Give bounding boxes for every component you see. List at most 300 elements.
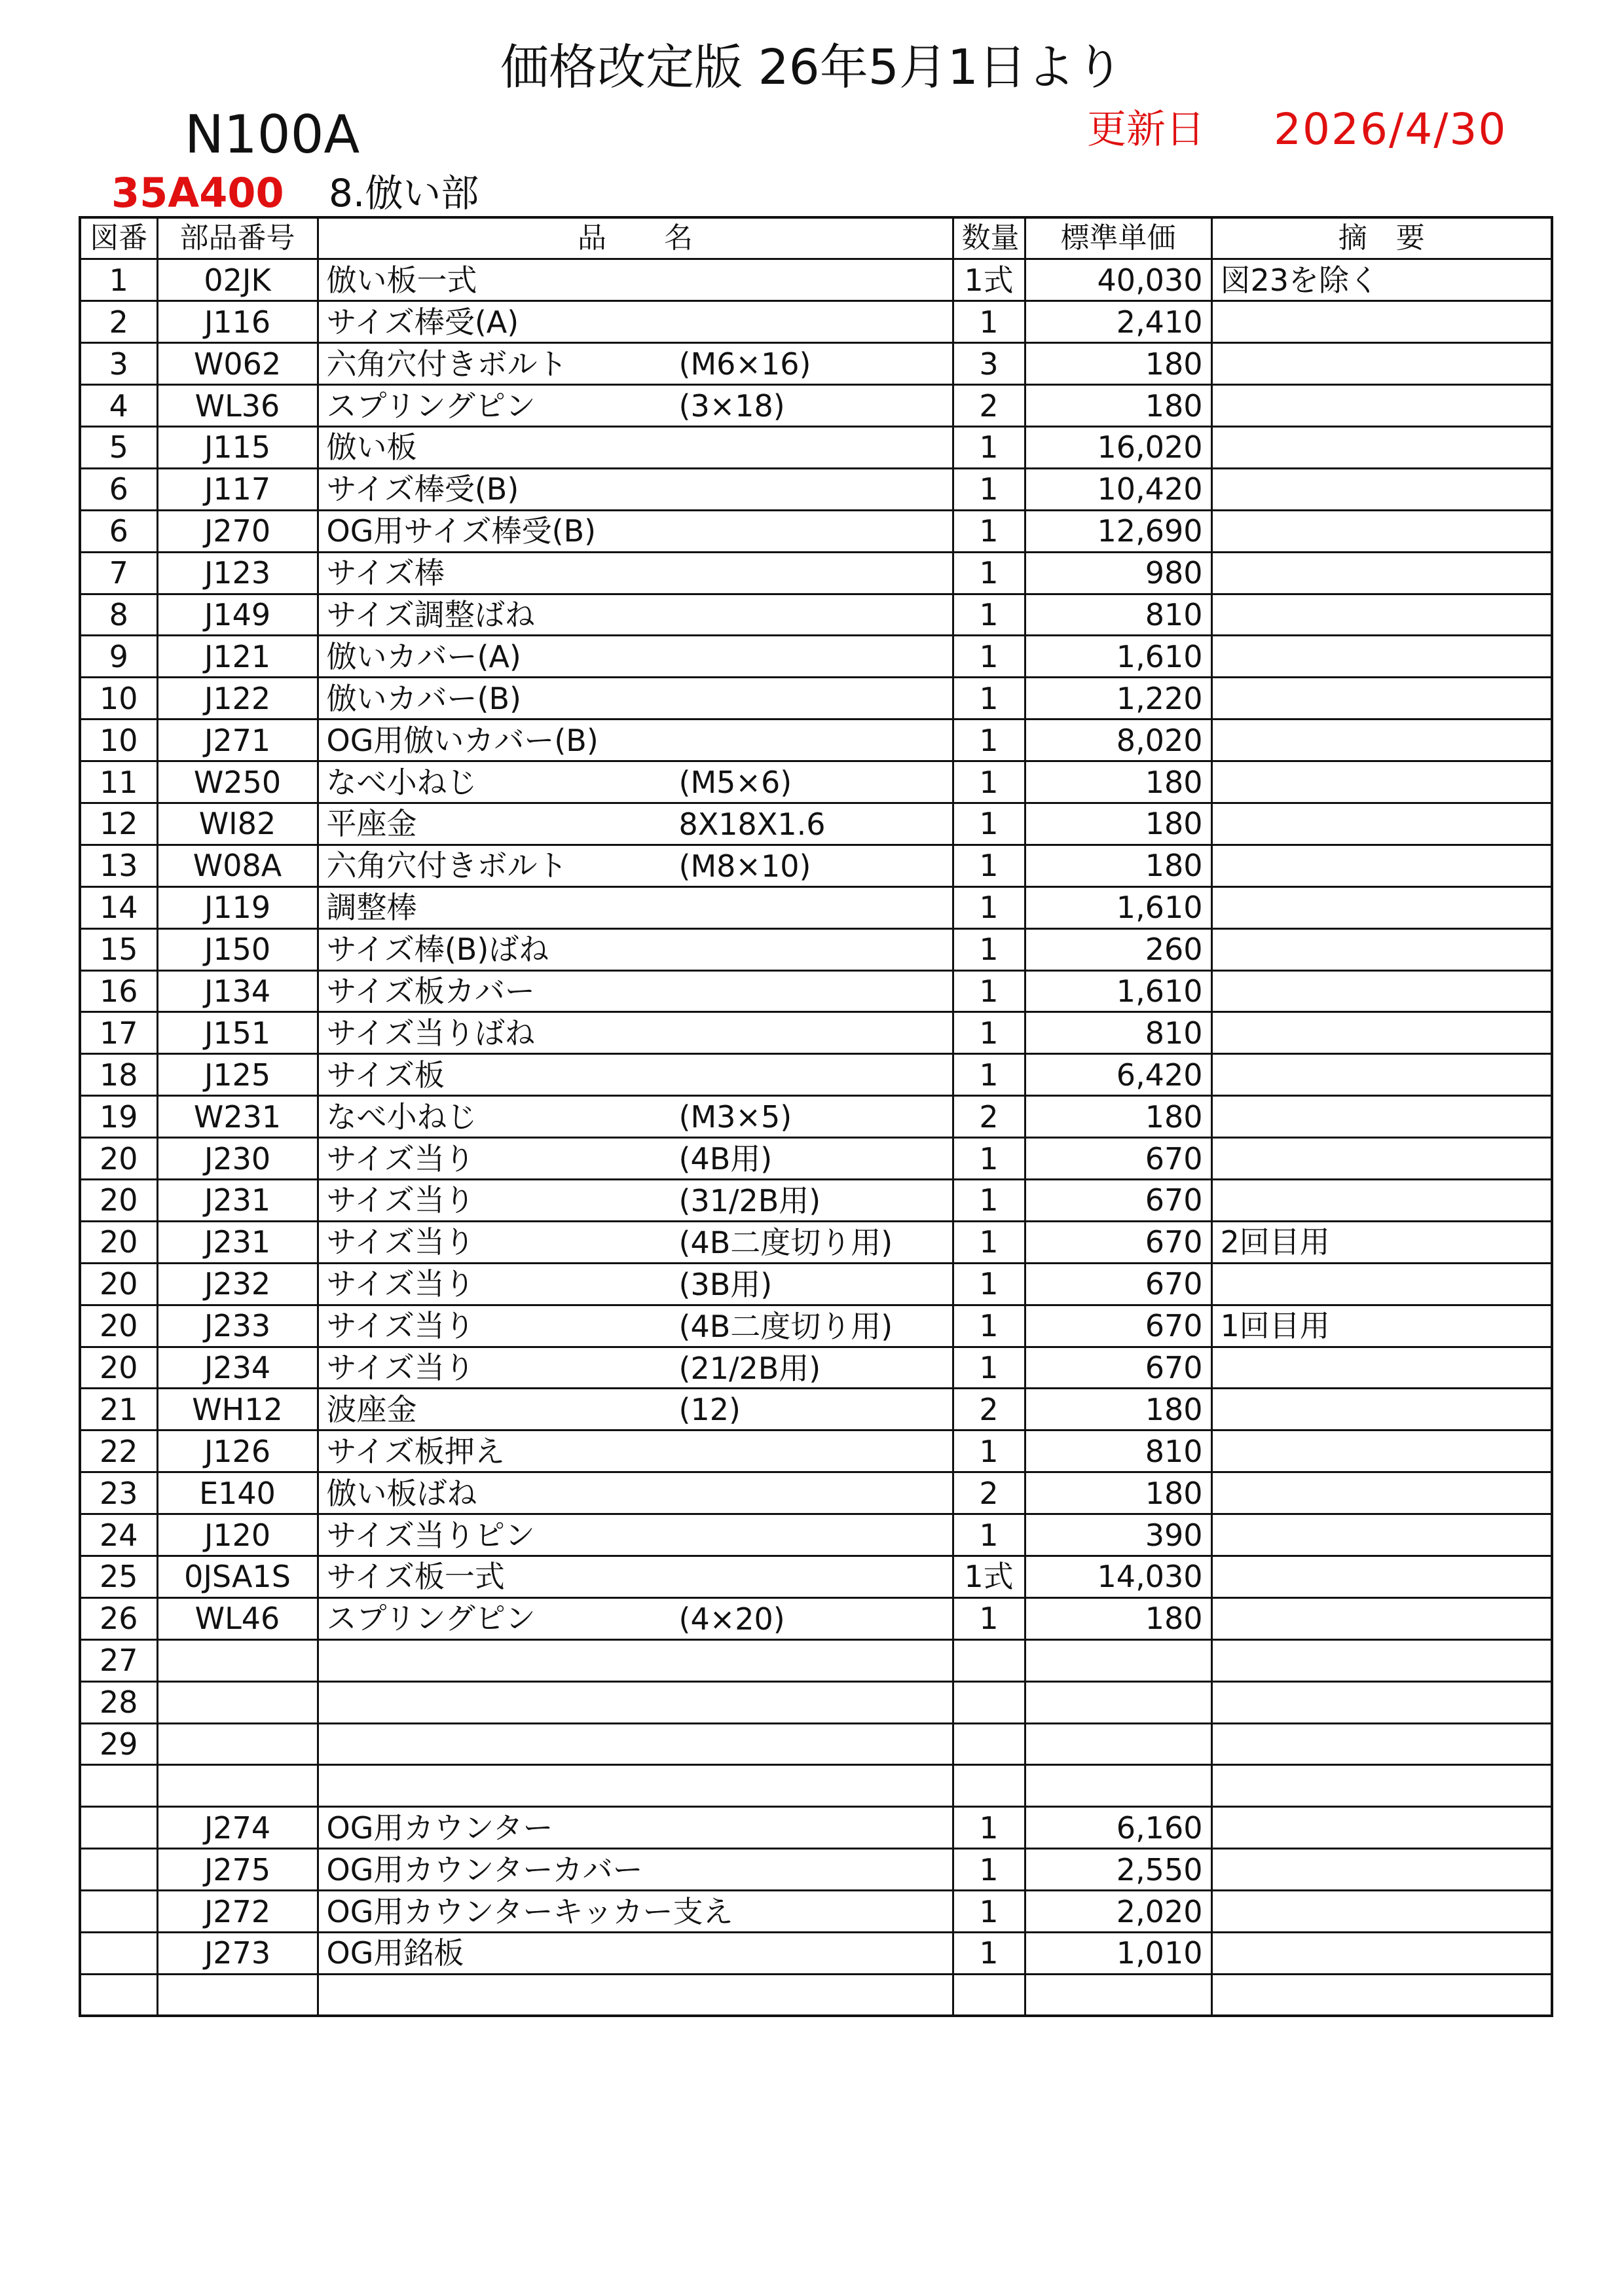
cell-remarks: [1211, 1765, 1552, 1807]
table-row: [80, 1849, 1552, 1891]
section-code: 35A400: [111, 169, 284, 217]
table-row: [80, 343, 1552, 385]
table-row: [80, 1639, 1552, 1681]
cell-unit-price: [1025, 1974, 1211, 2016]
parts-price-table: [79, 216, 1553, 2017]
item-spec: (12): [678, 1392, 741, 1428]
table-row: [80, 301, 1552, 343]
item-name: なべ小ねじ: [326, 1099, 477, 1135]
cell-unit-price: 40,030: [1025, 259, 1211, 301]
item-name: サイズ棒: [326, 555, 445, 591]
table-row: [80, 1389, 1552, 1430]
cell-remarks: [1211, 1807, 1552, 1849]
column-header-remarks: 摘 要: [1211, 217, 1552, 259]
cell-quantity: 3: [953, 343, 1025, 385]
table-row: [80, 468, 1552, 510]
cell-quantity: 1: [953, 1347, 1025, 1389]
cell-fig-no: 4: [80, 385, 157, 427]
cell-unit-price: 2,020: [1025, 1891, 1211, 1933]
cell-unit-price: [1025, 1723, 1211, 1765]
cell-item-name: [318, 1891, 953, 1933]
cell-part-no: J119: [157, 886, 318, 928]
cell-unit-price: 670: [1025, 1138, 1211, 1180]
cell-part-no: WL36: [157, 385, 318, 427]
cell-item-name: [318, 1305, 953, 1347]
cell-unit-price: 2,550: [1025, 1849, 1211, 1891]
item-spec: 8X18X1.6: [678, 806, 826, 842]
item-spec: (4B二度切り用): [678, 1308, 893, 1344]
cell-fig-no: 20: [80, 1263, 157, 1305]
cell-part-no: [157, 1974, 318, 2016]
table-row: [80, 928, 1552, 970]
cell-unit-price: 810: [1025, 1430, 1211, 1472]
cell-unit-price: 8,020: [1025, 720, 1211, 761]
cell-unit-price: 810: [1025, 1012, 1211, 1054]
cell-quantity: 1: [953, 301, 1025, 343]
cell-remarks: [1211, 343, 1552, 385]
cell-quantity: 1: [953, 594, 1025, 636]
cell-quantity: 1: [953, 1179, 1025, 1221]
item-name: 倣い板一式: [326, 262, 477, 298]
cell-part-no: J230: [157, 1138, 318, 1180]
cell-unit-price: 180: [1025, 845, 1211, 886]
cell-item-name: [318, 761, 953, 803]
cell-remarks: [1211, 1556, 1552, 1598]
table-header-row: [80, 217, 1552, 259]
cell-quantity: 1: [953, 803, 1025, 845]
cell-quantity: 1: [953, 845, 1025, 886]
cell-unit-price: 980: [1025, 552, 1211, 594]
cell-remarks: [1211, 1012, 1552, 1054]
cell-part-no: 0JSA1S: [157, 1556, 318, 1598]
cell-remarks: [1211, 678, 1552, 720]
cell-remarks: [1211, 845, 1552, 886]
column-header-fig-no: 図番: [80, 217, 157, 259]
cell-unit-price: 1,010: [1025, 1933, 1211, 1975]
item-name: OG用銘板: [326, 1935, 464, 1971]
cell-quantity: 1: [953, 1305, 1025, 1347]
cell-fig-no: 20: [80, 1305, 157, 1347]
cell-part-no: J231: [157, 1221, 318, 1263]
column-header-quantity: 数量: [953, 217, 1025, 259]
cell-item-name: [318, 259, 953, 301]
cell-quantity: 2: [953, 1096, 1025, 1138]
table-row: [80, 1974, 1552, 2016]
item-name: 波座金: [326, 1391, 417, 1427]
cell-fig-no: 28: [80, 1681, 157, 1723]
cell-item-name: [318, 1472, 953, 1514]
cell-part-no: J232: [157, 1263, 318, 1305]
table-row: [80, 1514, 1552, 1556]
cell-unit-price: 180: [1025, 1096, 1211, 1138]
cell-fig-no: 29: [80, 1723, 157, 1765]
table-row: [80, 678, 1552, 720]
table-row: [80, 1179, 1552, 1221]
item-name: サイズ板一式: [326, 1559, 505, 1595]
cell-part-no: [157, 1723, 318, 1765]
cell-quantity: 1: [953, 928, 1025, 970]
cell-remarks: [1211, 1974, 1552, 2016]
cell-remarks: [1211, 928, 1552, 970]
item-spec: (3B用): [678, 1266, 773, 1302]
cell-quantity: 1: [953, 1430, 1025, 1472]
cell-fig-no: 11: [80, 761, 157, 803]
item-name: スプリングピン: [326, 1601, 536, 1637]
table-row: [80, 1138, 1552, 1180]
cell-fig-no: 10: [80, 720, 157, 761]
table-row: [80, 1891, 1552, 1933]
cell-part-no: J126: [157, 1430, 318, 1472]
table-row: [80, 385, 1552, 427]
cell-fig-no: [80, 1849, 157, 1891]
table-row: [80, 259, 1552, 301]
cell-item-name: [318, 468, 953, 510]
table-row: [80, 510, 1552, 552]
cell-unit-price: 1,220: [1025, 678, 1211, 720]
cell-remarks: [1211, 761, 1552, 803]
cell-item-name: [318, 886, 953, 928]
cell-item-name: [318, 970, 953, 1012]
table-row: [80, 1430, 1552, 1472]
cell-quantity: 1: [953, 1138, 1025, 1180]
cell-item-name: [318, 1597, 953, 1639]
cell-part-no: J151: [157, 1012, 318, 1054]
cell-fig-no: 22: [80, 1430, 157, 1472]
cell-quantity: [953, 1723, 1025, 1765]
table-row: [80, 1054, 1552, 1096]
cell-item-name: [318, 1389, 953, 1430]
table-row: [80, 1807, 1552, 1849]
column-header-item-name: 品 名: [318, 217, 953, 259]
table-row: [80, 803, 1552, 845]
cell-remarks: [1211, 468, 1552, 510]
item-spec: (M3×5): [678, 1099, 792, 1135]
cell-remarks: [1211, 1263, 1552, 1305]
cell-remarks: [1211, 510, 1552, 552]
cell-part-no: J233: [157, 1305, 318, 1347]
table-row: [80, 970, 1552, 1012]
cell-fig-no: 2: [80, 301, 157, 343]
updated-date: 2026/4/30: [1274, 104, 1507, 155]
cell-fig-no: 15: [80, 928, 157, 970]
cell-quantity: 1: [953, 1263, 1025, 1305]
cell-fig-no: 14: [80, 886, 157, 928]
cell-unit-price: 2,410: [1025, 301, 1211, 343]
item-name: OG用カウンターキッカー支え: [326, 1893, 733, 1929]
item-name: サイズ調整ばね: [326, 596, 535, 632]
cell-unit-price: [1025, 1765, 1211, 1807]
cell-quantity: 1: [953, 1933, 1025, 1975]
cell-remarks: [1211, 1723, 1552, 1765]
cell-fig-no: 25: [80, 1556, 157, 1598]
item-name: サイズ板: [326, 1057, 445, 1093]
cell-remarks: 図23を除く: [1211, 259, 1552, 301]
cell-item-name: [318, 1221, 953, 1263]
cell-part-no: J121: [157, 636, 318, 678]
cell-fig-no: [80, 1807, 157, 1849]
cell-unit-price: 670: [1025, 1347, 1211, 1389]
cell-item-name: [318, 1430, 953, 1472]
table-row: [80, 1347, 1552, 1389]
table-row: [80, 1221, 1552, 1263]
cell-item-name: [318, 1096, 953, 1138]
cell-item-name: [318, 343, 953, 385]
cell-part-no: J270: [157, 510, 318, 552]
cell-unit-price: [1025, 1639, 1211, 1681]
cell-part-no: J231: [157, 1179, 318, 1221]
cell-unit-price: 670: [1025, 1305, 1211, 1347]
cell-item-name: [318, 594, 953, 636]
column-header-part-no: 部品番号: [157, 217, 318, 259]
item-name: 倣い板: [326, 429, 417, 465]
cell-part-no: 02JK: [157, 259, 318, 301]
table-row: [80, 1723, 1552, 1765]
cell-quantity: 1: [953, 1054, 1025, 1096]
cell-fig-no: 21: [80, 1389, 157, 1430]
table-row: [80, 720, 1552, 761]
cell-item-name: [318, 845, 953, 886]
item-name: サイズ棒受(B): [326, 471, 519, 507]
cell-remarks: [1211, 1472, 1552, 1514]
cell-unit-price: 810: [1025, 594, 1211, 636]
model-number: N100A: [185, 104, 360, 165]
cell-part-no: [157, 1765, 318, 1807]
cell-part-no: J134: [157, 970, 318, 1012]
cell-remarks: [1211, 803, 1552, 845]
cell-unit-price: 6,420: [1025, 1054, 1211, 1096]
cell-quantity: 1: [953, 1807, 1025, 1849]
cell-fig-no: 9: [80, 636, 157, 678]
table-row: [80, 426, 1552, 468]
item-name: 平座金: [326, 806, 417, 842]
table-row: [80, 1597, 1552, 1639]
cell-unit-price: 180: [1025, 803, 1211, 845]
cell-quantity: [953, 1765, 1025, 1807]
cell-unit-price: 390: [1025, 1514, 1211, 1556]
cell-item-name: [318, 426, 953, 468]
cell-fig-no: [80, 1765, 157, 1807]
cell-item-name: [318, 1138, 953, 1180]
cell-part-no: W062: [157, 343, 318, 385]
cell-remarks: [1211, 1891, 1552, 1933]
cell-remarks: [1211, 970, 1552, 1012]
cell-part-no: J120: [157, 1514, 318, 1556]
cell-item-name: [318, 552, 953, 594]
cell-quantity: 1: [953, 636, 1025, 678]
cell-quantity: 1: [953, 720, 1025, 761]
cell-quantity: 2: [953, 1389, 1025, 1430]
table-row: [80, 845, 1552, 886]
cell-quantity: 1: [953, 552, 1025, 594]
cell-fig-no: 17: [80, 1012, 157, 1054]
cell-part-no: J273: [157, 1933, 318, 1975]
cell-remarks: [1211, 426, 1552, 468]
cell-unit-price: [1025, 1681, 1211, 1723]
cell-fig-no: 12: [80, 803, 157, 845]
cell-part-no: E140: [157, 1472, 318, 1514]
cell-item-name: [318, 803, 953, 845]
table-row: [80, 1933, 1552, 1975]
cell-item-name: [318, 928, 953, 970]
item-name: なべ小ねじ: [326, 764, 477, 800]
cell-item-name: [318, 1807, 953, 1849]
cell-part-no: WI82: [157, 803, 318, 845]
item-name: 六角穴付きボルト: [326, 848, 568, 884]
cell-remarks: [1211, 1933, 1552, 1975]
cell-unit-price: 1,610: [1025, 886, 1211, 928]
page-title: 価格改定版 26年5月1日より: [500, 39, 1124, 96]
cell-item-name: [318, 1849, 953, 1891]
cell-remarks: [1211, 1138, 1552, 1180]
cell-remarks: [1211, 301, 1552, 343]
cell-quantity: 1式: [953, 1556, 1025, 1598]
cell-unit-price: 16,020: [1025, 426, 1211, 468]
item-name: OG用サイズ棒受(B): [326, 513, 597, 549]
cell-item-name: [318, 678, 953, 720]
cell-quantity: 1: [953, 761, 1025, 803]
cell-part-no: J274: [157, 1807, 318, 1849]
cell-fig-no: [80, 1891, 157, 1933]
item-name: サイズ板押え: [326, 1433, 505, 1469]
cell-part-no: J272: [157, 1891, 318, 1933]
item-name: サイズ当り: [326, 1182, 475, 1218]
item-name: サイズ当り: [326, 1140, 475, 1176]
cell-part-no: W231: [157, 1096, 318, 1138]
cell-item-name: [318, 510, 953, 552]
table-row: [80, 1681, 1552, 1723]
cell-item-name: [318, 1012, 953, 1054]
item-spec: (4B用): [678, 1141, 773, 1177]
cell-part-no: J149: [157, 594, 318, 636]
cell-remarks: [1211, 886, 1552, 928]
cell-unit-price: 14,030: [1025, 1556, 1211, 1598]
cell-remarks: 1回目用: [1211, 1305, 1552, 1347]
cell-fig-no: 7: [80, 552, 157, 594]
item-name: サイズ当り: [326, 1266, 475, 1302]
cell-item-name: [318, 1347, 953, 1389]
cell-unit-price: 180: [1025, 343, 1211, 385]
cell-item-name: [318, 1263, 953, 1305]
cell-fig-no: 16: [80, 970, 157, 1012]
table-row: [80, 1012, 1552, 1054]
cell-fig-no: 23: [80, 1472, 157, 1514]
cell-item-name: [318, 1933, 953, 1975]
item-spec: (M6×16): [678, 346, 811, 382]
cell-item-name: [318, 1556, 953, 1598]
cell-fig-no: 20: [80, 1179, 157, 1221]
cell-item-name: [318, 1765, 953, 1807]
item-name: 倣いカバー(A): [326, 638, 521, 674]
item-name: サイズ棒受(A): [326, 304, 519, 340]
cell-unit-price: 260: [1025, 928, 1211, 970]
item-name: サイズ棒(B)ばね: [326, 932, 549, 968]
table-body: [80, 259, 1552, 2016]
item-name: サイズ板カバー: [326, 973, 535, 1009]
cell-item-name: [318, 1681, 953, 1723]
cell-item-name: [318, 1514, 953, 1556]
cell-part-no: J116: [157, 301, 318, 343]
cell-remarks: [1211, 1096, 1552, 1138]
item-name: 六角穴付きボルト: [326, 346, 568, 382]
cell-fig-no: 6: [80, 468, 157, 510]
cell-quantity: 1式: [953, 259, 1025, 301]
cell-fig-no: 26: [80, 1597, 157, 1639]
cell-part-no: J150: [157, 928, 318, 970]
cell-unit-price: 670: [1025, 1263, 1211, 1305]
item-name: OG用倣いカバー(B): [326, 722, 599, 758]
cell-unit-price: 1,610: [1025, 636, 1211, 678]
cell-remarks: 2回目用: [1211, 1221, 1552, 1263]
table-row: [80, 636, 1552, 678]
cell-item-name: [318, 1639, 953, 1681]
item-spec: (M8×10): [678, 848, 811, 884]
cell-unit-price: 180: [1025, 1472, 1211, 1514]
cell-part-no: J117: [157, 468, 318, 510]
cell-part-no: J115: [157, 426, 318, 468]
cell-unit-price: 12,690: [1025, 510, 1211, 552]
table-row: [80, 1765, 1552, 1807]
cell-fig-no: 5: [80, 426, 157, 468]
cell-quantity: [953, 1974, 1025, 2016]
cell-item-name: [318, 1054, 953, 1096]
cell-unit-price: 10,420: [1025, 468, 1211, 510]
item-name: 調整棒: [326, 890, 417, 926]
item-spec: (4×20): [678, 1601, 785, 1637]
cell-fig-no: 8: [80, 594, 157, 636]
cell-remarks: [1211, 594, 1552, 636]
cell-quantity: 1: [953, 970, 1025, 1012]
item-spec: (21/2B用): [678, 1350, 821, 1386]
cell-fig-no: 27: [80, 1639, 157, 1681]
cell-fig-no: 19: [80, 1096, 157, 1138]
cell-remarks: [1211, 1597, 1552, 1639]
cell-unit-price: 180: [1025, 1389, 1211, 1430]
cell-quantity: 1: [953, 1891, 1025, 1933]
column-header-unit-price: 標準単価: [1025, 217, 1211, 259]
item-name: OG用カウンター: [326, 1810, 553, 1846]
item-spec: (31/2B用): [678, 1182, 821, 1218]
cell-quantity: 2: [953, 1472, 1025, 1514]
cell-remarks: [1211, 385, 1552, 427]
cell-quantity: [953, 1681, 1025, 1723]
cell-quantity: 1: [953, 678, 1025, 720]
item-name: 倣い板ばね: [326, 1475, 477, 1511]
table-row: [80, 594, 1552, 636]
cell-remarks: [1211, 1347, 1552, 1389]
cell-part-no: J275: [157, 1849, 318, 1891]
cell-remarks: [1211, 1054, 1552, 1096]
cell-part-no: J271: [157, 720, 318, 761]
cell-remarks: [1211, 720, 1552, 761]
cell-item-name: [318, 1974, 953, 2016]
cell-unit-price: 670: [1025, 1221, 1211, 1263]
item-name: サイズ当りばね: [326, 1015, 535, 1051]
cell-quantity: 1: [953, 510, 1025, 552]
cell-fig-no: 10: [80, 678, 157, 720]
cell-item-name: [318, 1179, 953, 1221]
cell-part-no: W250: [157, 761, 318, 803]
cell-part-no: WL46: [157, 1597, 318, 1639]
item-name: サイズ当りピン: [326, 1517, 535, 1553]
table-row: [80, 1556, 1552, 1598]
cell-remarks: [1211, 636, 1552, 678]
cell-quantity: [953, 1639, 1025, 1681]
cell-unit-price: 670: [1025, 1179, 1211, 1221]
cell-part-no: J234: [157, 1347, 318, 1389]
cell-fig-no: 6: [80, 510, 157, 552]
cell-item-name: [318, 720, 953, 761]
table-row: [80, 761, 1552, 803]
